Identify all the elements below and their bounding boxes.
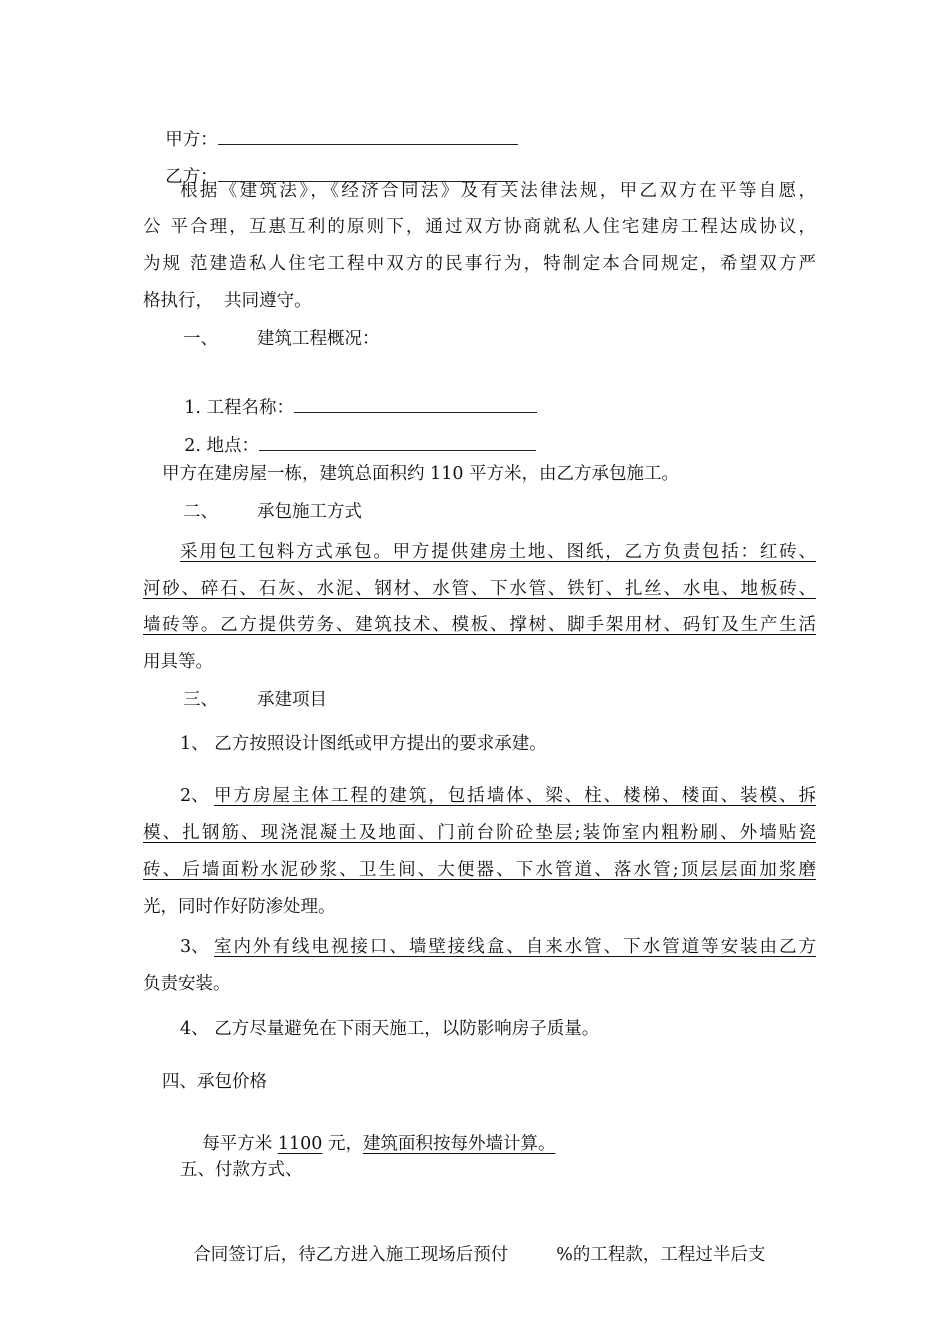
price-note: 建筑面积按每外墙计算。 [362,1134,556,1154]
section-2-title: 承包施工方式 [257,502,362,522]
intro-line-4: 格执行， 共同遵守。 [143,291,312,311]
payment-text-a: 合同签订后，待乙方进入施工现场后预付 [193,1245,509,1265]
project-item-3-number: 3、 [180,937,209,957]
intro-line-3: 为规 范建造私人住宅工程中双方的民事行为，特制定本合同规定，希望双方严 [143,254,816,274]
section-2-number: 二、 [183,502,218,522]
project-item-1: 1、 乙方按照设计图纸或甲方提出的要求承建。 [180,734,547,754]
section-5-title: 五、付款方式、 [180,1160,303,1180]
price-value: 1100 [277,1134,323,1154]
location-label: 2. 地点： [184,436,260,456]
payment-text-b: %的工程款，工程过半后支 [556,1245,766,1265]
project-item-2-line-1: 甲方房屋主体工程的建筑，包括墙体、梁、柱、楼梯、楼面、装模、拆 [214,786,816,806]
price-prefix: 每平方米 [202,1134,278,1154]
section-3-number: 三、 [183,690,218,710]
party-a-label: 甲方： [165,130,218,150]
project-item-2-line-2: 模、扎钢筋、现浇混凝土及地面、门前台阶砼垫层;装饰室内粗粉刷、外墙贴瓷 [143,823,816,843]
intro-line-1: 根据《建筑法》，《经济合同法》及有关法律法规，甲乙双方在平等自愿， [180,181,816,201]
project-item-2-line-4: 光，同时作好防渗处理。 [143,897,336,917]
contract-method-line-2: 河砂、碎石、石灰、水泥、钢材、水管、下水管、铁钉、扎丝、水电、地板砖、 [143,579,816,599]
project-item-4: 4、 乙方尽量避免在下雨天施工，以防影响房子质量。 [180,1019,600,1039]
building-description: 甲方在建房屋一栋，建筑总面积约 110 平方米，由乙方承包施工。 [162,464,680,484]
project-item-2-line-3: 砖、后墙面粉水泥砂浆、卫生间、大便器、下水管道、落水管;顶层层面加浆磨 [143,860,816,880]
intro-line-2: 公 平合理，互惠互利的原则下，通过双方协商就私人住宅建房工程达成协议， [143,217,816,237]
section-1-number: 一、 [183,329,218,349]
contract-method-line-4: 用具等。 [143,652,213,672]
project-item-2-number: 2、 [180,786,209,806]
contract-method-line-3: 墙砖等。乙方提供劳务、建筑技术、模板、撑树、脚手架用材、码钉及生产生活 [143,615,816,635]
section-1-title: 建筑工程概况： [257,329,380,349]
party-b-label: 乙方： [165,167,218,187]
project-item-3-line-2: 负责安装。 [143,974,231,994]
location-blank[interactable] [259,434,536,451]
project-item-3-line-1: 室内外有线电视接口、墙壁接线盒、自来水管、下水管道等安装由乙方 [214,937,816,957]
payment-line-1 [171,1219,765,1291]
price-unit: 元， [322,1134,363,1154]
project-name-label: 1. 工程名称： [184,398,295,418]
section-3-title: 承建项目 [257,690,327,710]
section-4-title: 四、承包价格 [162,1072,267,1092]
contract-method-line-1: 采用包工包料方式承包。甲方提供建房土地、图纸，乙方负责包括：红砖、 [180,542,816,562]
